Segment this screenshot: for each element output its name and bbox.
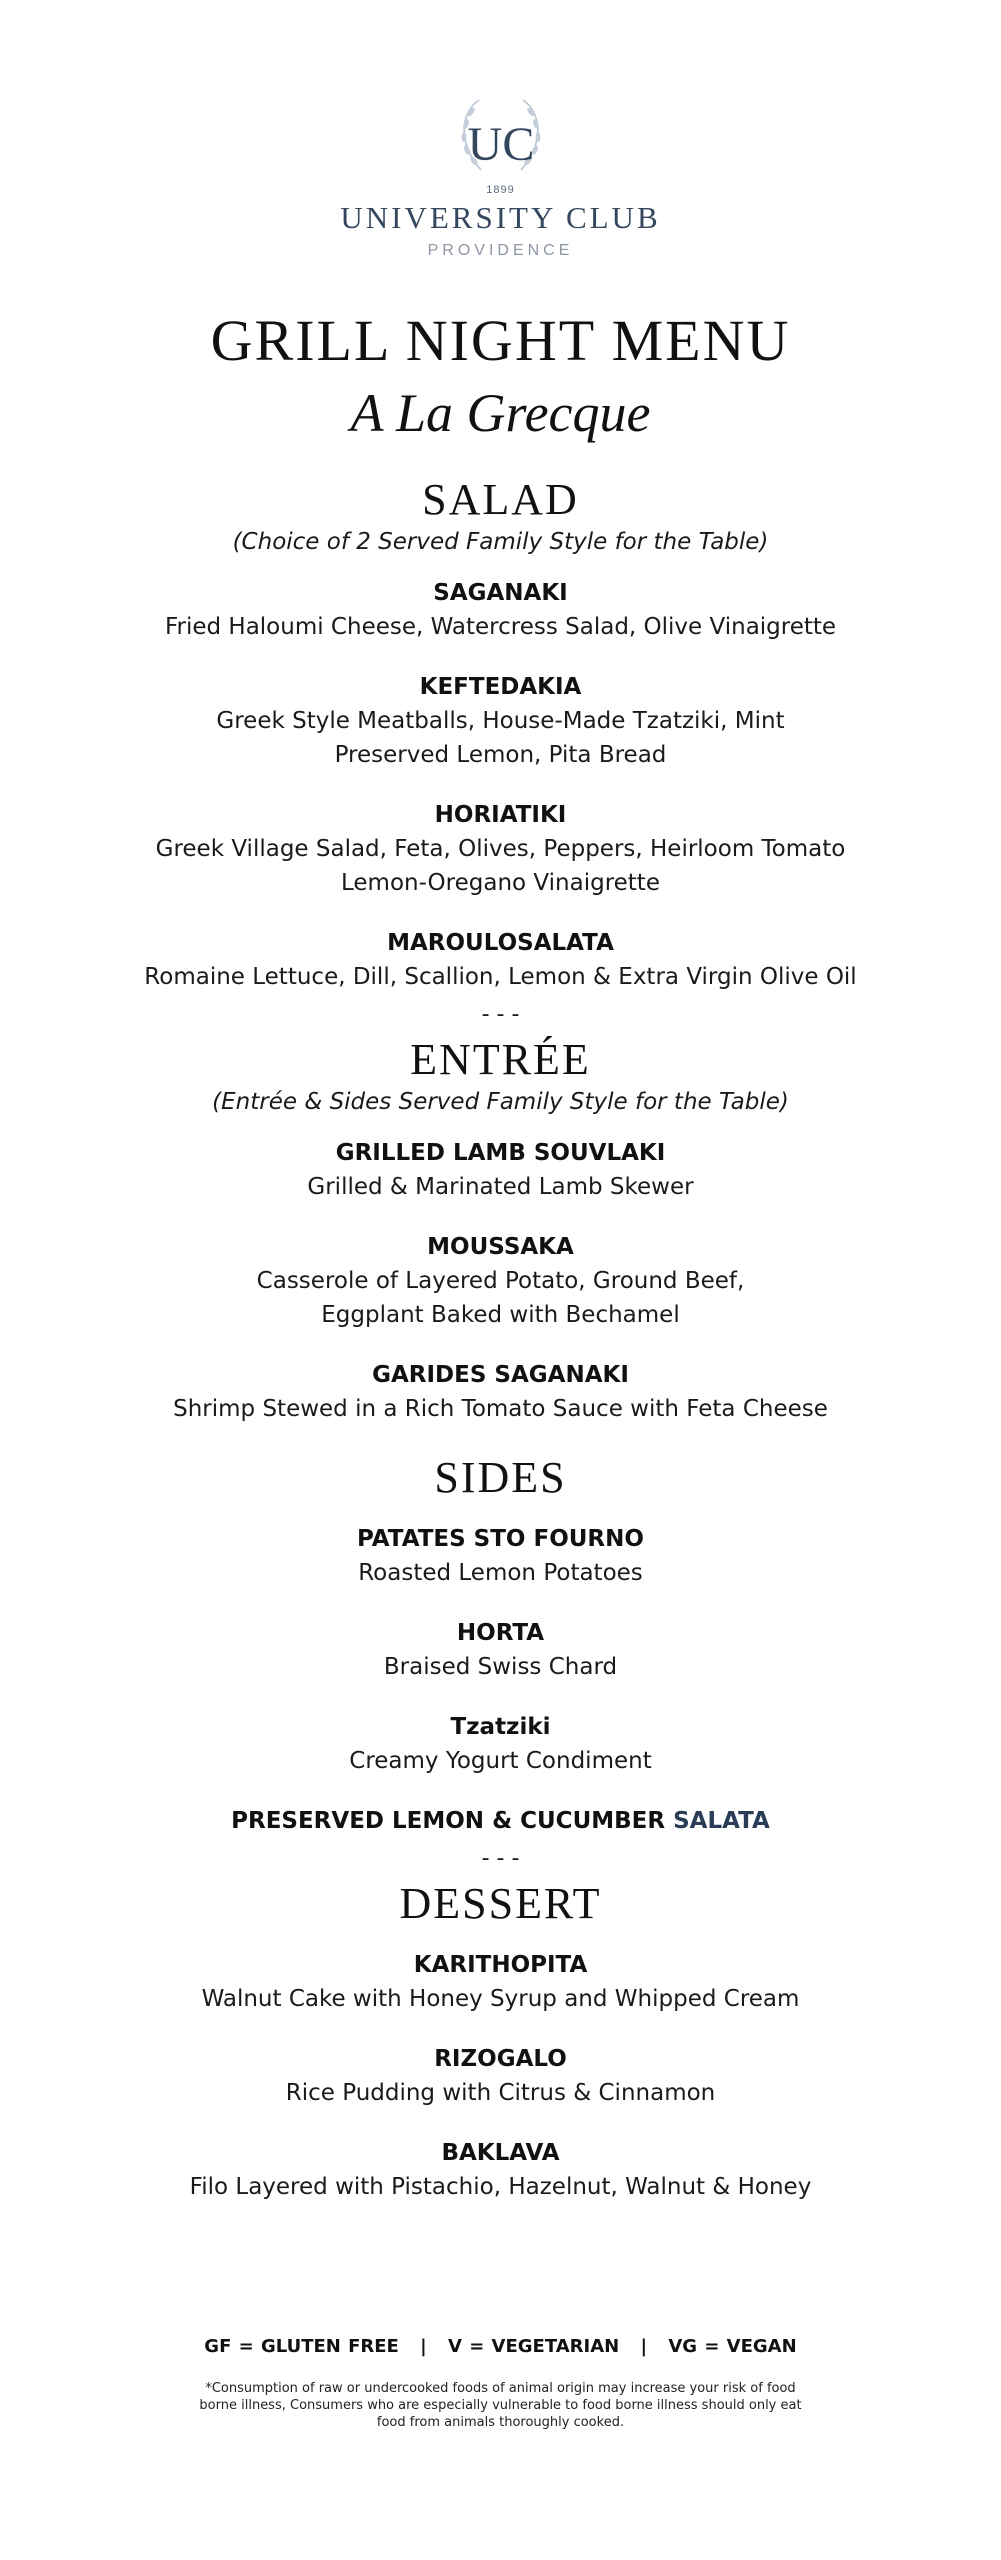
item-description: Creamy Yogurt Condiment <box>349 1748 652 1774</box>
menu-item <box>0 1358 1001 1426</box>
item-name <box>0 1804 1001 1838</box>
item-description: Rice Pudding with Citrus & Cinnamon <box>285 2080 716 2106</box>
menu-item <box>0 1136 1001 1204</box>
item-description: Fried Haloumi Cheese, Watercress Salad, Olive Vinaigrette <box>164 614 837 640</box>
club-name: UNIVERSITY CLUB <box>340 200 661 235</box>
section-note: (Entrée & Sides Served Family Style for the Table) <box>212 1089 789 1115</box>
section-heading: SALAD <box>422 475 579 524</box>
item-description: Romaine Lettuce, Dill, Scallion, Lemon & Extra Virgin Olive Oil <box>144 964 857 990</box>
menu-item <box>0 2042 1001 2110</box>
item-description: Filo Layered with Pistachio, Hazelnut, Walnut & Honey <box>189 2174 812 2200</box>
item-name: BAKLAVA <box>441 2140 560 2166</box>
menu-title: GRILL NIGHT MENU <box>210 308 791 373</box>
item-description: Casserole of Layered Potato, Ground Beef, Eggplant Baked with Bechamel <box>256 1268 745 1328</box>
entree-section <box>0 1034 1001 1426</box>
menu-item <box>0 1804 1001 1838</box>
legend-separator: | <box>640 2336 648 2357</box>
legend-separator: | <box>420 2336 427 2357</box>
dietary-legend <box>0 2336 1001 2357</box>
section-divider: - - - <box>481 1846 520 1871</box>
item-name: MOUSSAKA <box>427 1234 574 1260</box>
item-name-main: PRESERVED LEMON & CUCUMBER <box>231 1808 666 1834</box>
club-logo <box>0 92 1001 272</box>
item-description: Greek Style Meatballs, House-Made Tzatziki, Mint Preserved Lemon, Pita Bread <box>216 708 785 768</box>
food-safety-disclaimer: *Consumption of raw or undercooked foods of animal origin may increase your risk of food borne illness, Consumers who are especially vulnerable to food borne illness should only eat food from animals thoroughly cooked. <box>199 2381 802 2430</box>
section-heading: ENTRÉE <box>410 1035 591 1084</box>
monogram: UC <box>467 118 534 171</box>
section-note: (Choice of 2 Served Family Style for the Table) <box>232 529 769 555</box>
item-name: RIZOGALO <box>434 2046 567 2072</box>
item-name: HORTA <box>456 1620 545 1646</box>
menu-item <box>0 1522 1001 1590</box>
menu-item <box>0 2136 1001 2204</box>
menu-item <box>0 670 1001 772</box>
menu-item <box>0 1948 1001 2016</box>
menu-item <box>0 1230 1001 1332</box>
item-name: KARITHOPITA <box>413 1952 588 1978</box>
sides-section <box>0 1452 1001 1872</box>
legend-vegan: VG = VEGAN <box>668 2336 797 2357</box>
menu-item <box>0 926 1001 994</box>
menu-item <box>0 1710 1001 1778</box>
menu-item <box>0 576 1001 644</box>
section-heading: DESSERT <box>399 1879 602 1928</box>
item-name: SAGANAKI <box>433 580 568 606</box>
laurel-wreath-icon <box>441 92 561 188</box>
menu-item <box>0 798 1001 900</box>
item-description: Grilled & Marinated Lamb Skewer <box>307 1174 694 1200</box>
club-city: PROVIDENCE <box>427 242 574 259</box>
item-name: HORIATIKI <box>434 802 567 828</box>
item-description: Braised Swiss Chard <box>383 1654 618 1680</box>
item-name: PATATES STO FOURNO <box>357 1526 644 1552</box>
item-name: Tzatziki <box>450 1714 551 1740</box>
salad-section <box>0 474 1001 1028</box>
section-heading: SIDES <box>434 1453 567 1502</box>
item-description: Walnut Cake with Honey Syrup and Whipped Cream <box>201 1986 800 2012</box>
item-name-accent: SALATA <box>673 1808 770 1834</box>
menu-subtitle: A La Grecque <box>350 383 651 443</box>
item-name: GRILLED LAMB SOUVLAKI <box>335 1140 666 1166</box>
section-divider: - - - <box>481 1002 520 1027</box>
legend-gluten-free: GF = GLUTEN FREE <box>204 2336 399 2357</box>
legend-vegetarian: V = VEGETARIAN <box>448 2336 620 2357</box>
menu-item <box>0 1616 1001 1684</box>
item-name: MAROULOSALATA <box>387 930 614 956</box>
dessert-section <box>0 1878 1001 2204</box>
founding-year: 1899 <box>486 184 515 196</box>
item-name: GARIDES SAGANAKI <box>372 1362 629 1388</box>
item-name: KEFTEDAKIA <box>419 674 582 700</box>
item-description: Roasted Lemon Potatoes <box>358 1560 643 1586</box>
menu-body <box>0 474 1001 2230</box>
item-description: Greek Village Salad, Feta, Olives, Peppers, Heirloom Tomato Lemon-Oregano Vinaigrette <box>155 836 846 896</box>
item-description: Shrimp Stewed in a Rich Tomato Sauce with Feta Cheese <box>173 1396 828 1422</box>
